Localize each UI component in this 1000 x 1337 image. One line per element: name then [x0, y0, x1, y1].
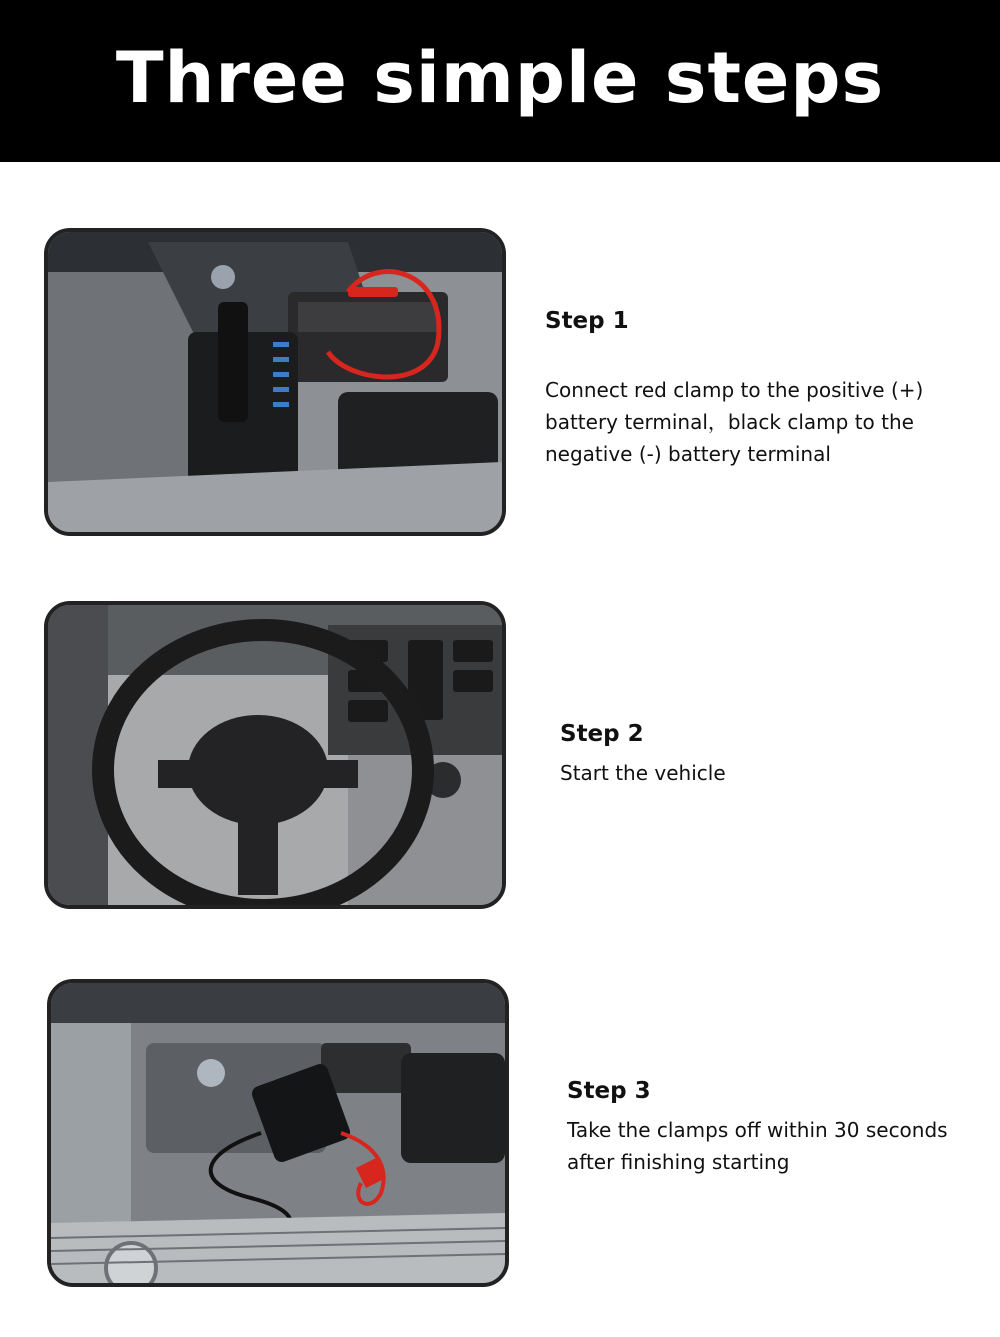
step-3-description: Take the clamps off within 30 seconds after finishing starting	[567, 1118, 948, 1174]
step-1-block	[545, 308, 965, 470]
step-3-photo	[47, 979, 509, 1287]
page-header	[0, 0, 1000, 162]
engine-bay-connected-illustration	[51, 983, 505, 1283]
step-2-title: Step 2	[560, 721, 644, 747]
step-1-title: Step 1	[545, 308, 629, 334]
step-2-description: Start the vehicle	[560, 761, 726, 785]
steering-wheel-illustration	[48, 605, 502, 905]
step-2-block	[560, 721, 980, 789]
page-title: Three simple steps	[115, 37, 885, 119]
step-1-description: Connect red clamp to the positive (+) battery terminal，black clamp to the negative (-) battery terminal	[545, 378, 924, 466]
step-2-photo	[44, 601, 506, 909]
step-3-block	[567, 1078, 987, 1178]
step-3-title: Step 3	[567, 1078, 651, 1104]
step-1-photo	[44, 228, 506, 536]
engine-bay-illustration	[48, 232, 502, 532]
